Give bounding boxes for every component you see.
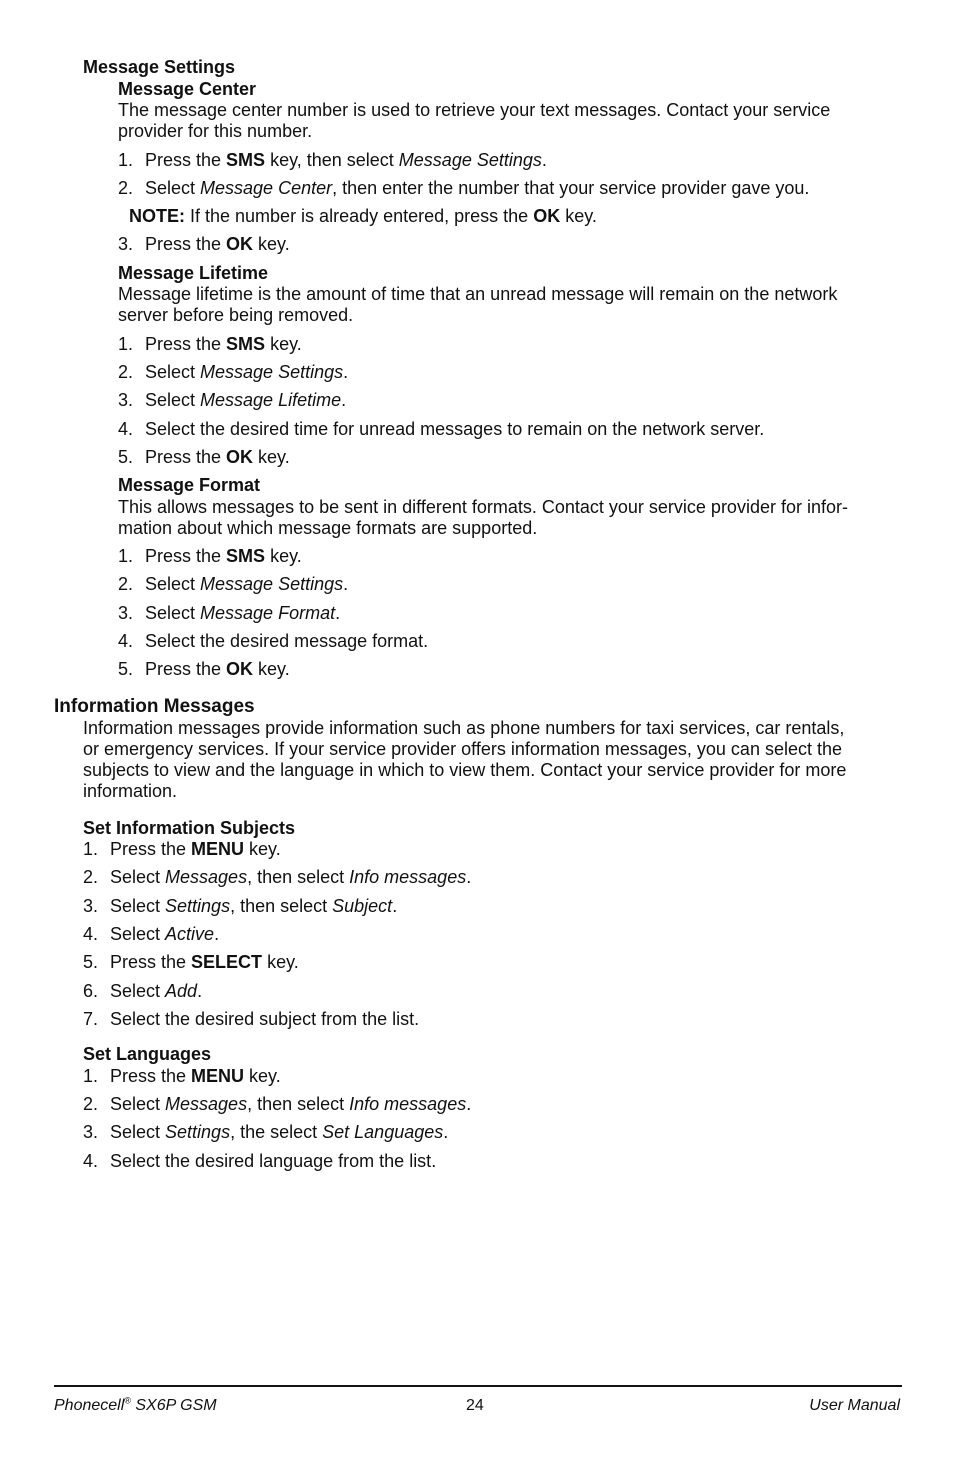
information-messages-description: Information messages provide information such as phone numbers for taxi services, car rentals, or emergency services. If your service provider offers information messages, you can select the subjects to view and the language in which to view them. Contact your service provider for more information. bbox=[83, 718, 847, 801]
subjects-step-7: 7. Select the desired subject from the list. bbox=[83, 1009, 420, 1029]
message-lifetime-step-3: 3. Select Message Lifetime. bbox=[118, 390, 347, 410]
languages-step-2: 2. Select Messages, then select Info messages. bbox=[83, 1094, 472, 1114]
message-format-step-1: 1. Press the SMS key. bbox=[118, 546, 302, 566]
subjects-step-5: 5. Press the SELECT key. bbox=[83, 952, 299, 972]
subjects-step-1: 1. Press the MENU key. bbox=[83, 839, 281, 859]
section-heading-message-settings: Message Settings bbox=[83, 57, 236, 77]
footer-page-number: 24 bbox=[466, 1397, 484, 1414]
message-format-description: This allows messages to be sent in different formats. Contact your service provider for infor- mation about which message formats are supported. bbox=[118, 497, 848, 538]
message-center-step-3: 3. Press the OK key. bbox=[118, 234, 290, 254]
message-lifetime-step-1: 1. Press the SMS key. bbox=[118, 334, 302, 354]
subsection-heading-message-center: Message Center bbox=[118, 79, 257, 99]
subjects-step-3: 3. Select Settings, then select Subject. bbox=[83, 896, 398, 916]
message-format-step-5: 5. Press the OK key. bbox=[118, 659, 290, 679]
languages-step-1: 1. Press the MENU key. bbox=[83, 1066, 281, 1086]
languages-step-4: 4. Select the desired language from the list. bbox=[83, 1151, 437, 1171]
message-format-step-4: 4. Select the desired message format. bbox=[118, 631, 429, 651]
message-format-step-3: 3. Select Message Format. bbox=[118, 603, 341, 623]
message-lifetime-step-2: 2. Select Message Settings. bbox=[118, 362, 349, 382]
section-heading-information-messages: Information Messages bbox=[54, 696, 255, 717]
footer-product-name: Phonecell® SX6P GSM bbox=[54, 1395, 217, 1414]
message-lifetime-description: Message lifetime is the amount of time that an unread message will remain on the network server before being removed. bbox=[118, 284, 838, 325]
subsection-heading-set-information-subjects: Set Information Subjects bbox=[83, 818, 296, 838]
subsection-heading-message-format: Message Format bbox=[118, 475, 261, 495]
subsection-heading-message-lifetime: Message Lifetime bbox=[118, 263, 269, 283]
message-center-description: The message center number is used to retrieve your text messages. Contact your service provider for this number. bbox=[118, 100, 831, 141]
subjects-step-4: 4. Select Active. bbox=[83, 924, 220, 944]
footer-document-title: User Manual bbox=[809, 1397, 900, 1414]
message-center-step-1: 1. Press the SMS key, then select Message Settings. bbox=[118, 150, 547, 170]
message-lifetime-step-5: 5. Press the OK key. bbox=[118, 447, 290, 467]
message-format-step-2: 2. Select Message Settings. bbox=[118, 574, 349, 594]
message-center-step-2: 2. Select Message Center, then enter the number that your service provider gave you. bbox=[118, 178, 810, 198]
languages-step-3: 3. Select Settings, the select Set Languages. bbox=[83, 1122, 449, 1142]
subsection-heading-set-languages: Set Languages bbox=[83, 1044, 212, 1064]
subjects-step-6: 6. Select Add. bbox=[83, 981, 203, 1001]
message-center-note: NOTE: If the number is already entered, press the OK key. bbox=[129, 206, 597, 226]
message-lifetime-step-4: 4. Select the desired time for unread messages to remain on the network server. bbox=[118, 419, 765, 439]
subjects-step-2: 2. Select Messages, then select Info messages. bbox=[83, 867, 472, 887]
footer-divider bbox=[54, 1385, 902, 1387]
